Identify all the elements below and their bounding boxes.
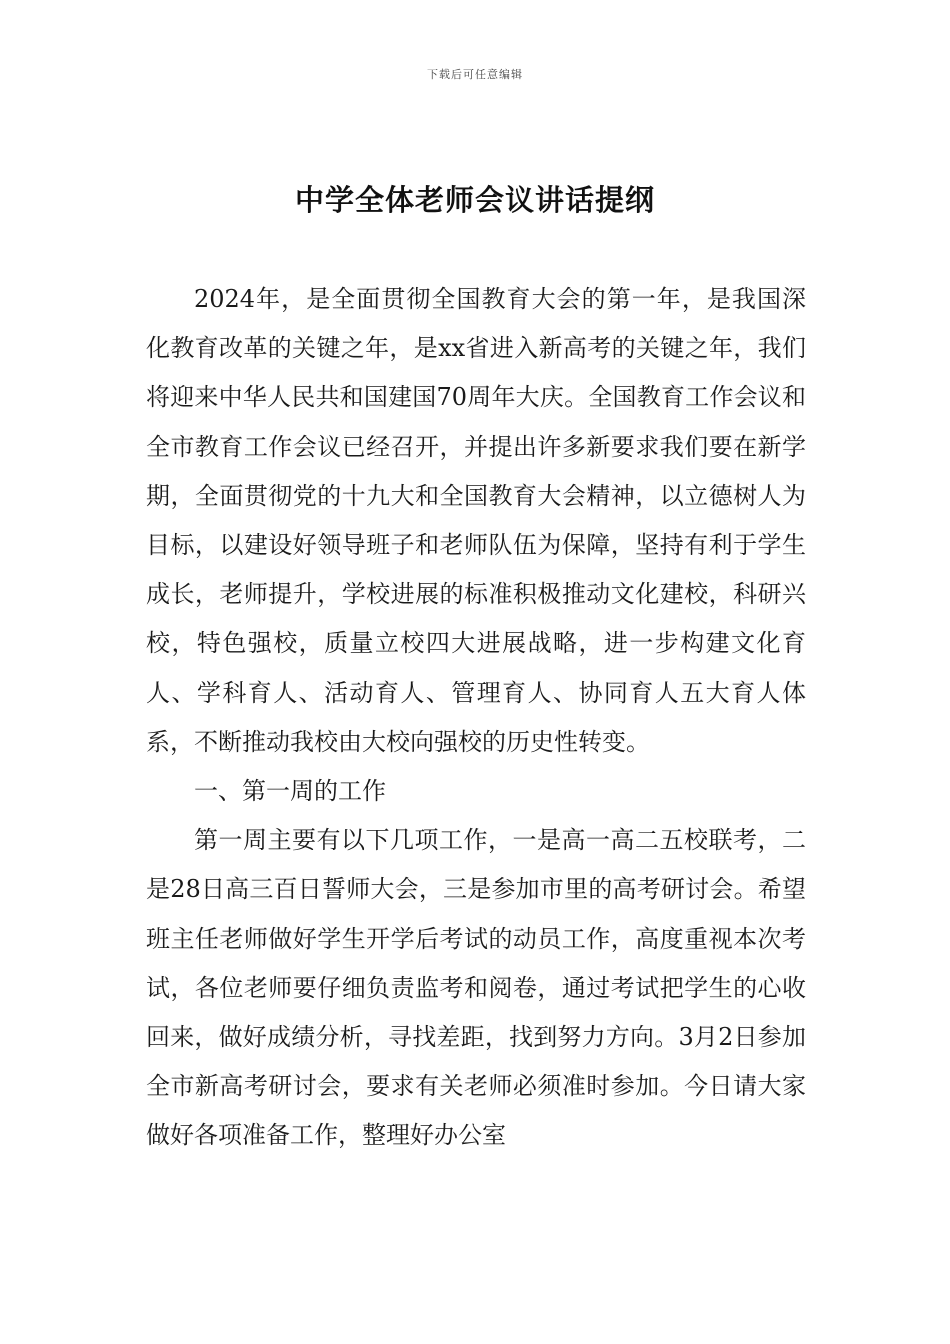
- document-title: 中学全体老师会议讲话提纲: [294, 183, 655, 217]
- paragraph-intro: 2024年，是全面贯彻全国教育大会的第一年，是我国深化教育改革的关键之年，是xx省进入新高考的关键之年，我们将迎来中华人民共和国建国70周年大庆。全国教育工作会议和全市教育工作会议已经召开，并提出许多新要求我们要在新学期，全面贯彻党的十九大和全国教育大会精神，以立德树人为目标，以建设好领导班子和老师队伍为保障，坚持有利于学生成长，老师提升，学校进展的标准积极推动文化建校，科研兴校，特色强校，质量立校四大进展战略，进一步构建文化育人、学科育人、活动育人、管理育人、协同育人五大育人体系，不断推动我校由大校向强校的历史性转变。: [146, 285, 806, 756]
- section-heading-first-week: 一、第一周的工作: [194, 777, 386, 806]
- document-body: [146, 275, 806, 1161]
- page-header-note: 下载后可任意编辑: [427, 68, 523, 81]
- paragraph-first-week: 第一周主要有以下几项工作，一是高一高二五校联考，二是28日高三百日誓师大会，三是参加市里的高考研讨会。希望班主任老师做好学生开学后考试的动员工作，高度重视本次考试，各位老师要仔细负责监考和阅卷，通过考试把学生的心收回来，做好成绩分析，寻找差距，找到努力方向。3月2日参加全市新高考研讨会，要求有关老师必须准时参加。今日请大家做好各项准备工作，整理好办公室: [146, 826, 806, 1150]
